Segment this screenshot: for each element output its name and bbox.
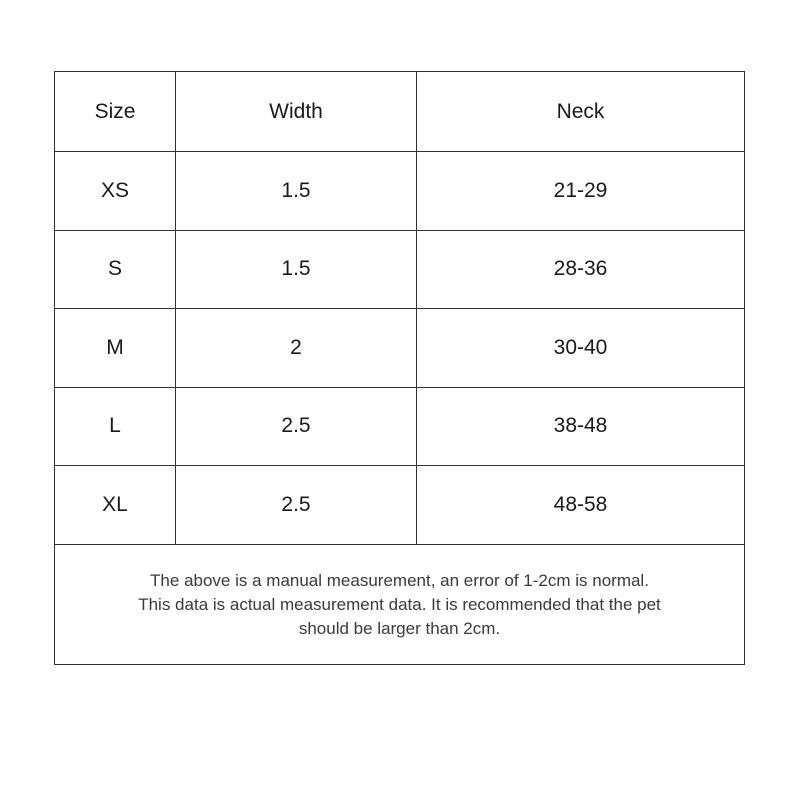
cell-size: XL (55, 466, 176, 544)
table-row (55, 388, 744, 467)
cell-neck: 28-36 (553, 257, 608, 281)
cell-neck: 38-48 (553, 414, 608, 438)
table-row (55, 152, 744, 231)
measurement-note (55, 545, 744, 666)
cell-neck: 48-58 (553, 492, 608, 516)
header-width: Width (176, 72, 417, 151)
note-line-1: The above is a manual measurement, an error of 1-2cm is normal. (150, 571, 649, 590)
cell-size: L (55, 388, 176, 466)
cell-width: 2.5 (176, 466, 417, 544)
cell-neck: 30-40 (553, 335, 608, 359)
note-line-2: This data is actual measurement data. It is recommended that the pet (138, 595, 661, 614)
table-row (55, 309, 744, 388)
cell-neck: 21-29 (553, 178, 608, 202)
cell-width: 1.5 (176, 231, 417, 309)
cell-width: 1.5 (176, 152, 417, 230)
cell-size: S (55, 231, 176, 309)
table-row (55, 466, 744, 545)
table-row (55, 231, 744, 310)
cell-size: M (55, 309, 176, 387)
header-neck: Neck (556, 99, 605, 123)
size-chart-table (54, 71, 745, 665)
note-line-3: should be larger than 2cm. (298, 619, 501, 638)
cell-size: XS (55, 152, 176, 230)
cell-width: 2.5 (176, 388, 417, 466)
header-size: Size (55, 72, 176, 151)
table-header-row (55, 72, 744, 152)
cell-width: 2 (176, 309, 417, 387)
